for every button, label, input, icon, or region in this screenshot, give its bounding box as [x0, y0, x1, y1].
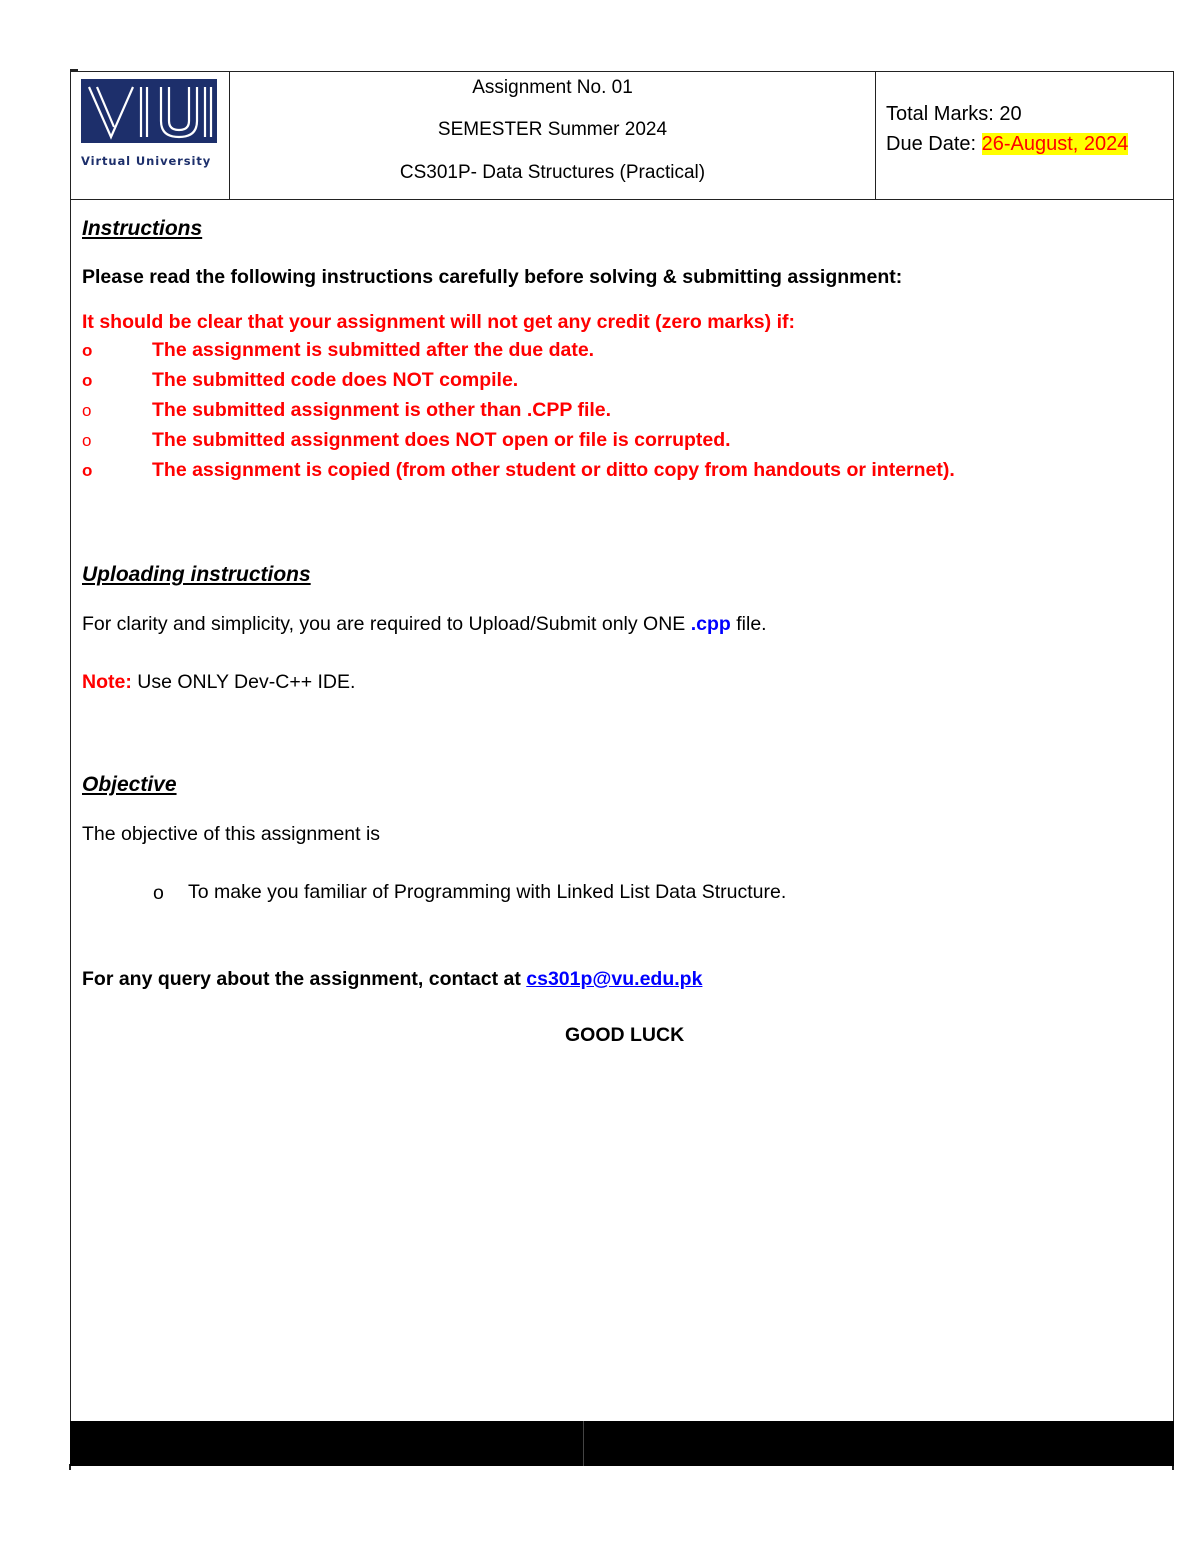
due-date-value: 26-August, 2024 — [981, 133, 1129, 155]
due-date-label: Due Date: — [886, 133, 982, 155]
rule-item: The submitted assignment is other than .CPP file. — [152, 399, 612, 421]
objective-intro: The objective of this assignment is — [82, 823, 381, 845]
header-table — [71, 72, 1173, 200]
contact-text: For any query about the assignment, contact at — [82, 968, 527, 990]
vu-logo — [81, 79, 217, 143]
due-date — [886, 133, 1128, 156]
objective-item: To make you familiar of Programming with Linked List Data Structure. — [188, 881, 787, 903]
warning-text: It should be clear that your assignment will not get any credit (zero marks) if: — [82, 311, 795, 333]
total-marks: Total Marks: 20 — [886, 103, 1022, 125]
bullet-circle-icon: o — [82, 341, 93, 360]
logo-caption: Virtual University — [81, 154, 212, 168]
instructions-intro: Please read the following instructions carefully before solving & submitting assignment: — [82, 266, 903, 288]
course-title: CS301P- Data Structures (Practical) — [399, 162, 706, 183]
note-line — [82, 671, 355, 694]
rule-item: The submitted code does NOT compile. — [152, 369, 519, 391]
uploading-heading: Uploading instructions — [82, 563, 311, 586]
semester: SEMESTER Summer 2024 — [437, 119, 668, 140]
contact-email-link[interactable]: cs301p@vu.edu.pk — [526, 968, 703, 990]
note-text: Use ONLY Dev-C++ IDE. — [131, 671, 356, 693]
footer-bar — [70, 1421, 1174, 1466]
objective-bullet-icon: o — [153, 882, 164, 904]
title-cell — [230, 72, 876, 199]
rule-item: The assignment is submitted after the due date. — [152, 339, 595, 361]
logo-cell — [71, 72, 230, 199]
vu-logo-icon — [81, 79, 217, 143]
rule-item: The submitted assignment does NOT open or file is corrupted. — [152, 429, 731, 451]
bullet-circle-icon: o — [82, 461, 93, 480]
note-label: Note: — [82, 671, 132, 693]
bullet-circle-icon: o — [82, 401, 92, 420]
upload-text-before: For clarity and simplicity, you are required to Upload/Submit only ONE — [82, 613, 691, 635]
bullet-circle-icon: o — [82, 371, 93, 390]
bullet-circle-icon: o — [82, 431, 92, 450]
assignment-number: Assignment No. 01 — [472, 77, 633, 98]
instructions-heading: Instructions — [82, 217, 203, 240]
objective-heading: Objective — [82, 773, 177, 796]
contact-line — [82, 968, 702, 991]
closing-text: GOOD LUCK — [565, 1024, 685, 1046]
file-extension: .cpp — [690, 613, 731, 635]
footer-divider — [583, 1421, 584, 1466]
upload-text-after: file. — [730, 613, 767, 635]
upload-instruction — [82, 613, 767, 636]
rule-item: The assignment is copied (from other student or ditto copy from handouts or internet). — [152, 459, 955, 481]
